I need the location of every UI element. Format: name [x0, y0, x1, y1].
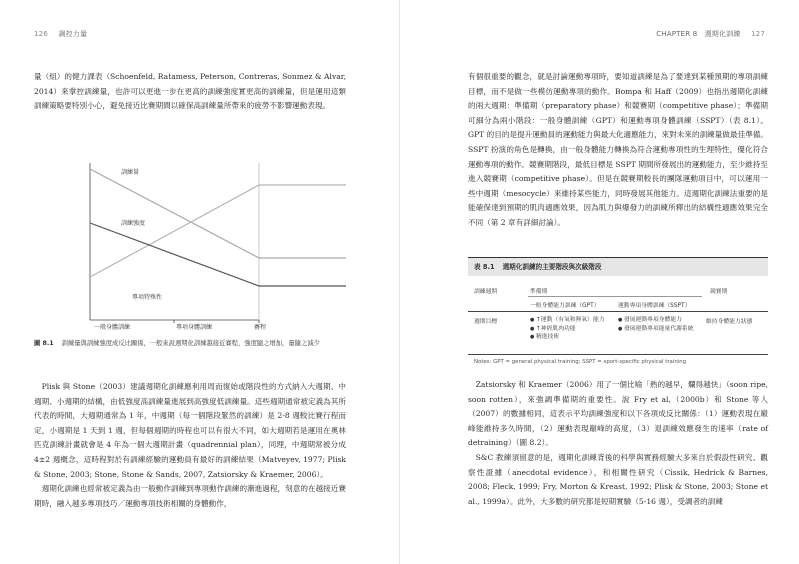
specificity-line — [90, 223, 346, 286]
comp-goal: 維持身體能力狀態 — [706, 319, 753, 325]
prep-phase-label: 準備期 — [530, 289, 548, 295]
right-page-number: 127 — [751, 30, 765, 38]
gpt-goal-item: ● ↑神經肌肉功能 — [530, 325, 610, 334]
left-paragraph-1: 量（組）的健力課表（Schoenfeld, Ratamess, Peterson, Contreras, Sonmez & Alvar, 2014）來掌控訓練量，也許可以更進一步在更高的訓練強度實更高的訓練量，但是運用這類訓練策略要特別小心，避免接近比賽期間以確保高訓練量所帶來的疲勞不影響運動表現。 — [34, 72, 346, 111]
table-title: 週期化訓練的主要階段與次級階段 — [502, 263, 602, 271]
periodization-chart — [84, 163, 346, 333]
table-rule — [468, 311, 768, 312]
figure-number: 圖 8.1 — [34, 340, 54, 347]
sspt-goal-item: ● 發展運動專項能量代謝系統 — [618, 325, 700, 334]
row-goal-label: 週期目標 — [474, 319, 498, 325]
right-running-head — [656, 29, 765, 39]
right-paragraph-2: Zatsiorsky 和 Kraemer（2006）用了一個比喻「熟的越早，爛得越快」（soon ripe, soon rotten），來強調準備期的重要性。說 Fry et al,（2000b）和 Stone 等人（2007）的數據相同，這表示平均訓練強度和以下各項成反比關係：（1）運動表現在巔峰能維持多久時間，（2）運動表現巔峰的高度，（3）退訓練效應發生的速率（rate of detraining）（圖 8.2）。 S&C 教練須留意的是，週期化訓練背後的科學與實務經驗大多來自於假設性研究、觀察性證據（anecdotal evidence），和相關性研究（Cissik, Hedrick & Barnes, 2008; Fleck, 1999; Fry, Morton & Kreast, 1992; Plisk & Stone, 2003; Stone et al., 1999a）。此外，大多數的研究都是短期實驗（5-16 週），受調者的訓練 — [468, 380, 768, 506]
gpt-goals — [530, 316, 610, 342]
left-running-title: 調控力量 — [58, 30, 88, 38]
gpt-goal-item: ● ↑運動（有氧和無氧）能力 — [530, 316, 610, 325]
table-number: 表 8.1 — [474, 263, 495, 271]
figure-caption — [34, 338, 342, 349]
table-note: Notes: GPT = general physical training; SSPT = sport-specific physical training — [474, 359, 687, 365]
sspt-goal-item: ● 發展運動專項身體能力 — [618, 316, 700, 325]
left-page-number: 126 — [34, 30, 48, 38]
gpt-goal-item: ● 精進技術 — [530, 333, 610, 342]
intensity-line — [90, 185, 346, 277]
table-8-1 — [468, 257, 768, 368]
table-header — [468, 258, 768, 276]
volume-line — [90, 169, 346, 258]
figure-caption-text: 訓練量與訓練強度成反比關係，一般來說週期化訓練越接近賽程，強度隨之增加，量隨之減少 — [61, 340, 320, 347]
left-paragraph-2: Plisk 與 Stone（2003）建議週期化訓練應利用周而復始或階段性的方式納入大週期、中週期、小週期的結構，由低強度高訓練量進展到高強度低訓練量。這些週期通常被定義為其所代表的時間，大週期通常為 1 年，中週期（每一個階段緊然的訓練）是 2-8 週較比賽行程而定，小週期是 1 天到 1 週，但每個週期的時程也可以有很大不同，如大週期若是運用在奧林匹克訓練計畫就會是 4 年為一個大週期計畫（quadrennial plan），同理，中週期常被分成 4±2 週概念，這時程對於有訓練經驗的運動員有最好的訓練結果（Matveyev, 1977; Plisk & Stone, 2003; Stone, Stone & Sands, 2007, Zatsiorsky & Kraemer, 2006）。 週期化訓練也經常被定義為由一般動作訓練到專項動作訓練的漸進過程，刻意的在越接近賽期時，融入越多專項技巧／運動專項技術相關的身體動作， — [34, 382, 346, 508]
intensity-label: 訓練強度 — [121, 220, 146, 227]
page-gutter — [399, 0, 400, 564]
x-label-competition: 賽程 — [254, 324, 267, 331]
sspt-label: 運動專項身體訓練（SSPT） — [618, 303, 691, 309]
x-label-specific: 專項身體訓練 — [176, 324, 213, 331]
x-label-general: 一般身體訓練 — [94, 324, 131, 331]
comp-phase-label: 競賽期 — [710, 289, 728, 295]
left-running-head — [34, 29, 87, 39]
col-phase-label: 訓練週期 — [474, 289, 498, 295]
table-rule — [468, 354, 768, 355]
right-paragraph-1: 有個很重要的觀念，就是討論運動專項時，要知道訓練是為了要達到某種預期的專項訓練目標，而不是做一些模仿運動專項的動作。Bompa 和 Haff（2009）也指出週期化訓練的兩大週期：準備期（preparatory phase）和競賽期（competitive phase）；準備期可細分為兩小階段：一般身體訓練（GPT）和運動專項身體訓練（SSPT）（表 8.1）。GPT 的目的是提升運動員的運動能力與最大化適應能力，來對未來的訓練量做最佳準備。SSPT 扮演的角色是轉換，由一般身體能力轉換為符合運動專項性的生理特性，優化符合運動專項的動作。競賽期階段，最低目標是 SSPT 期間所發展出的運動能力，至少維持至進入競賽期（competitive phase）。但是在競賽期較長的團隊運動項目中，可以運用一些中週期（mesocycle）來維持某些能力，同時發展其他能力。這週期化訓練法重要的是能確保達到預期的肌肉適應效果，因為肌力與爆發力的訓練所釋出的結構性適應效果完全不同（第 2 章有詳細討論）。 — [468, 72, 768, 227]
right-running-title: CHAPTER 8 週期化訓練 — [656, 30, 741, 38]
gpt-label: 一般身體能力訓練（GPT） — [530, 303, 600, 309]
table-rule — [528, 296, 702, 297]
figure-8-1 — [84, 163, 346, 333]
volume-label: 訓練量 — [121, 169, 140, 176]
specificity-label: 專項特殊性 — [132, 294, 163, 301]
sspt-goals — [618, 316, 700, 333]
